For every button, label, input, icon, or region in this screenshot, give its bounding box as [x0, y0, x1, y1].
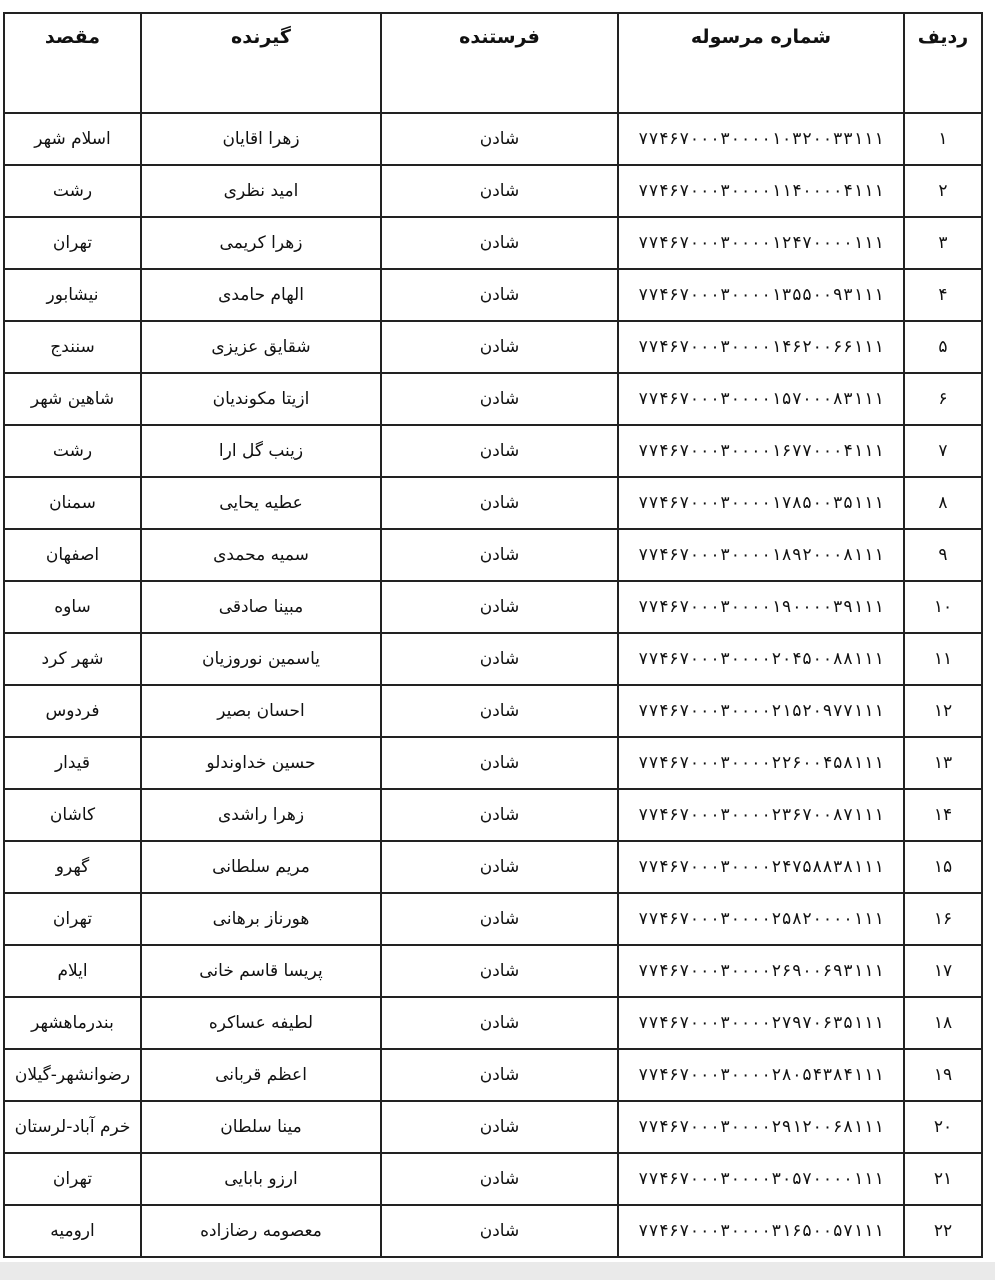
- sender-name: شادن: [381, 841, 618, 893]
- destination-city: تهران: [4, 217, 141, 269]
- destination-city: فردوس: [4, 685, 141, 737]
- sender-name: شادن: [381, 1205, 618, 1257]
- row-number: ۳: [904, 217, 982, 269]
- tracking-number: ۷۷۴۶۷۰۰۰۳۰۰۰۰۱۷۸۵۰۰۳۵۱۱۱: [618, 477, 904, 529]
- tracking-number: ۷۷۴۶۷۰۰۰۳۰۰۰۰۱۸۹۲۰۰۰۸۱۱۱: [618, 529, 904, 581]
- tracking-number: ۷۷۴۶۷۰۰۰۳۰۰۰۰۲۲۶۰۰۴۵۸۱۱۱: [618, 737, 904, 789]
- tracking-number: ۷۷۴۶۷۰۰۰۳۰۰۰۰۱۴۶۲۰۰۶۶۱۱۱: [618, 321, 904, 373]
- row-number: ۱۸: [904, 997, 982, 1049]
- tracking-number: ۷۷۴۶۷۰۰۰۳۰۰۰۰۱۲۴۷۰۰۰۰۱۱۱: [618, 217, 904, 269]
- destination-city: اصفهان: [4, 529, 141, 581]
- destination-city: ارومیه: [4, 1205, 141, 1257]
- row-number: ۱۱: [904, 633, 982, 685]
- header-row: [4, 13, 982, 113]
- table-row: [4, 529, 982, 581]
- recipient-name: مریم سلطانی: [141, 841, 381, 893]
- recipient-name: ازیتا مکوندیان: [141, 373, 381, 425]
- row-number: ۵: [904, 321, 982, 373]
- recipient-name: زهرا اقایان: [141, 113, 381, 165]
- sender-name: شادن: [381, 893, 618, 945]
- sender-name: شادن: [381, 945, 618, 997]
- sender-name: شادن: [381, 321, 618, 373]
- table-row: [4, 737, 982, 789]
- tracking-number: ۷۷۴۶۷۰۰۰۳۰۰۰۰۱۹۰۰۰۰۳۹۱۱۱: [618, 581, 904, 633]
- row-number: ۱۵: [904, 841, 982, 893]
- recipient-name: مینا سلطان: [141, 1101, 381, 1153]
- header-radif: ردیف: [904, 13, 982, 113]
- row-number: ۱۴: [904, 789, 982, 841]
- row-number: ۲۲: [904, 1205, 982, 1257]
- table-body: [4, 113, 982, 1257]
- sender-name: شادن: [381, 1049, 618, 1101]
- row-number: ۱۳: [904, 737, 982, 789]
- recipient-name: حسین خداوندلو: [141, 737, 381, 789]
- table-row: [4, 1049, 982, 1101]
- sender-name: شادن: [381, 217, 618, 269]
- recipient-name: زهرا راشدی: [141, 789, 381, 841]
- table-row: [4, 373, 982, 425]
- destination-city: سنندج: [4, 321, 141, 373]
- destination-city: اسلام شهر: [4, 113, 141, 165]
- recipient-name: زهرا کریمی: [141, 217, 381, 269]
- table-row: [4, 165, 982, 217]
- header-destination: مقصد: [4, 13, 141, 113]
- sender-name: شادن: [381, 789, 618, 841]
- destination-city: تهران: [4, 893, 141, 945]
- sender-name: شادن: [381, 477, 618, 529]
- recipient-name: امید نظری: [141, 165, 381, 217]
- table-row: [4, 477, 982, 529]
- destination-city: رشت: [4, 425, 141, 477]
- recipient-name: اعظم قربانی: [141, 1049, 381, 1101]
- table-row: [4, 633, 982, 685]
- shipment-table: [3, 12, 983, 1258]
- sender-name: شادن: [381, 269, 618, 321]
- tracking-number: ۷۷۴۶۷۰۰۰۳۰۰۰۰۱۵۷۰۰۰۸۳۱۱۱: [618, 373, 904, 425]
- tracking-number: ۷۷۴۶۷۰۰۰۳۰۰۰۰۲۶۹۰۰۶۹۳۱۱۱: [618, 945, 904, 997]
- row-number: ۸: [904, 477, 982, 529]
- table-row: [4, 1205, 982, 1257]
- row-number: ۶: [904, 373, 982, 425]
- table-row: [4, 113, 982, 165]
- destination-city: ساوه: [4, 581, 141, 633]
- row-number: ۱۶: [904, 893, 982, 945]
- table-row: [4, 997, 982, 1049]
- table-row: [4, 321, 982, 373]
- recipient-name: یاسمین نوروزیان: [141, 633, 381, 685]
- header-sender: فرستنده: [381, 13, 618, 113]
- destination-city: سمنان: [4, 477, 141, 529]
- tracking-number: ۷۷۴۶۷۰۰۰۳۰۰۰۰۲۷۹۷۰۶۳۵۱۱۱: [618, 997, 904, 1049]
- tracking-number: ۷۷۴۶۷۰۰۰۳۰۰۰۰۲۴۷۵۸۸۳۸۱۱۱: [618, 841, 904, 893]
- sender-name: شادن: [381, 165, 618, 217]
- table-row: [4, 217, 982, 269]
- tracking-number: ۷۷۴۶۷۰۰۰۳۰۰۰۰۱۳۵۵۰۰۹۳۱۱۱: [618, 269, 904, 321]
- destination-city: رشت: [4, 165, 141, 217]
- sender-name: شادن: [381, 373, 618, 425]
- recipient-name: مبینا صادقی: [141, 581, 381, 633]
- sender-name: شادن: [381, 633, 618, 685]
- tracking-number: ۷۷۴۶۷۰۰۰۳۰۰۰۰۲۱۵۲۰۹۷۷۱۱۱: [618, 685, 904, 737]
- sender-name: شادن: [381, 529, 618, 581]
- recipient-name: زینب گل ارا: [141, 425, 381, 477]
- tracking-number: ۷۷۴۶۷۰۰۰۳۰۰۰۰۱۰۳۲۰۰۳۳۱۱۱: [618, 113, 904, 165]
- tracking-number: ۷۷۴۶۷۰۰۰۳۰۰۰۰۳۱۶۵۰۰۵۷۱۱۱: [618, 1205, 904, 1257]
- recipient-name: شقایق عزیزی: [141, 321, 381, 373]
- table-row: [4, 685, 982, 737]
- table-header: [4, 13, 982, 113]
- tracking-number: ۷۷۴۶۷۰۰۰۳۰۰۰۰۲۰۴۵۰۰۸۸۱۱۱: [618, 633, 904, 685]
- bottom-edge: [0, 1262, 995, 1280]
- recipient-name: الهام حامدی: [141, 269, 381, 321]
- table-row: [4, 893, 982, 945]
- destination-city: قیدار: [4, 737, 141, 789]
- recipient-name: پریسا قاسم خانی: [141, 945, 381, 997]
- recipient-name: احسان بصیر: [141, 685, 381, 737]
- sender-name: شادن: [381, 1101, 618, 1153]
- row-number: ۷: [904, 425, 982, 477]
- destination-city: نیشابور: [4, 269, 141, 321]
- tracking-number: ۷۷۴۶۷۰۰۰۳۰۰۰۰۳۰۵۷۰۰۰۰۱۱۱: [618, 1153, 904, 1205]
- sender-name: شادن: [381, 737, 618, 789]
- table-row: [4, 945, 982, 997]
- row-number: ۲: [904, 165, 982, 217]
- table-row: [4, 1153, 982, 1205]
- sender-name: شادن: [381, 1153, 618, 1205]
- table-row: [4, 789, 982, 841]
- table-row: [4, 841, 982, 893]
- row-number: ۴: [904, 269, 982, 321]
- sender-name: شادن: [381, 581, 618, 633]
- destination-city: شاهین شهر: [4, 373, 141, 425]
- tracking-number: ۷۷۴۶۷۰۰۰۳۰۰۰۰۲۵۸۲۰۰۰۰۱۱۱: [618, 893, 904, 945]
- row-number: ۱۷: [904, 945, 982, 997]
- row-number: ۲۱: [904, 1153, 982, 1205]
- tracking-number: ۷۷۴۶۷۰۰۰۳۰۰۰۰۲۸۰۵۴۳۸۴۱۱۱: [618, 1049, 904, 1101]
- row-number: ۹: [904, 529, 982, 581]
- row-number: ۱۰: [904, 581, 982, 633]
- destination-city: شهر کرد: [4, 633, 141, 685]
- destination-city: رضوانشهر-گیلان: [4, 1049, 141, 1101]
- table-row: [4, 269, 982, 321]
- table-row: [4, 1101, 982, 1153]
- header-tracking-number: شماره مرسوله: [618, 13, 904, 113]
- recipient-name: لطیفه عساکره: [141, 997, 381, 1049]
- table-row: [4, 425, 982, 477]
- table-row: [4, 581, 982, 633]
- recipient-name: معصومه رضازاده: [141, 1205, 381, 1257]
- header-recipient: گیرنده: [141, 13, 381, 113]
- recipient-name: عطیه یحایی: [141, 477, 381, 529]
- sender-name: شادن: [381, 113, 618, 165]
- recipient-name: هورناز برهانی: [141, 893, 381, 945]
- row-number: ۱: [904, 113, 982, 165]
- destination-city: کاشان: [4, 789, 141, 841]
- sender-name: شادن: [381, 997, 618, 1049]
- recipient-name: سمیه محمدی: [141, 529, 381, 581]
- destination-city: تهران: [4, 1153, 141, 1205]
- tracking-number: ۷۷۴۶۷۰۰۰۳۰۰۰۰۱۶۷۷۰۰۰۴۱۱۱: [618, 425, 904, 477]
- tracking-number: ۷۷۴۶۷۰۰۰۳۰۰۰۰۱۱۴۰۰۰۰۴۱۱۱: [618, 165, 904, 217]
- sender-name: شادن: [381, 685, 618, 737]
- sender-name: شادن: [381, 425, 618, 477]
- destination-city: بندرماهشهر: [4, 997, 141, 1049]
- destination-city: خرم آباد-لرستان: [4, 1101, 141, 1153]
- row-number: ۱۲: [904, 685, 982, 737]
- recipient-name: ارزو بابایی: [141, 1153, 381, 1205]
- tracking-number: ۷۷۴۶۷۰۰۰۳۰۰۰۰۲۹۱۲۰۰۶۸۱۱۱: [618, 1101, 904, 1153]
- destination-city: گهرو: [4, 841, 141, 893]
- destination-city: ایلام: [4, 945, 141, 997]
- row-number: ۱۹: [904, 1049, 982, 1101]
- tracking-number: ۷۷۴۶۷۰۰۰۳۰۰۰۰۲۳۶۷۰۰۸۷۱۱۱: [618, 789, 904, 841]
- row-number: ۲۰: [904, 1101, 982, 1153]
